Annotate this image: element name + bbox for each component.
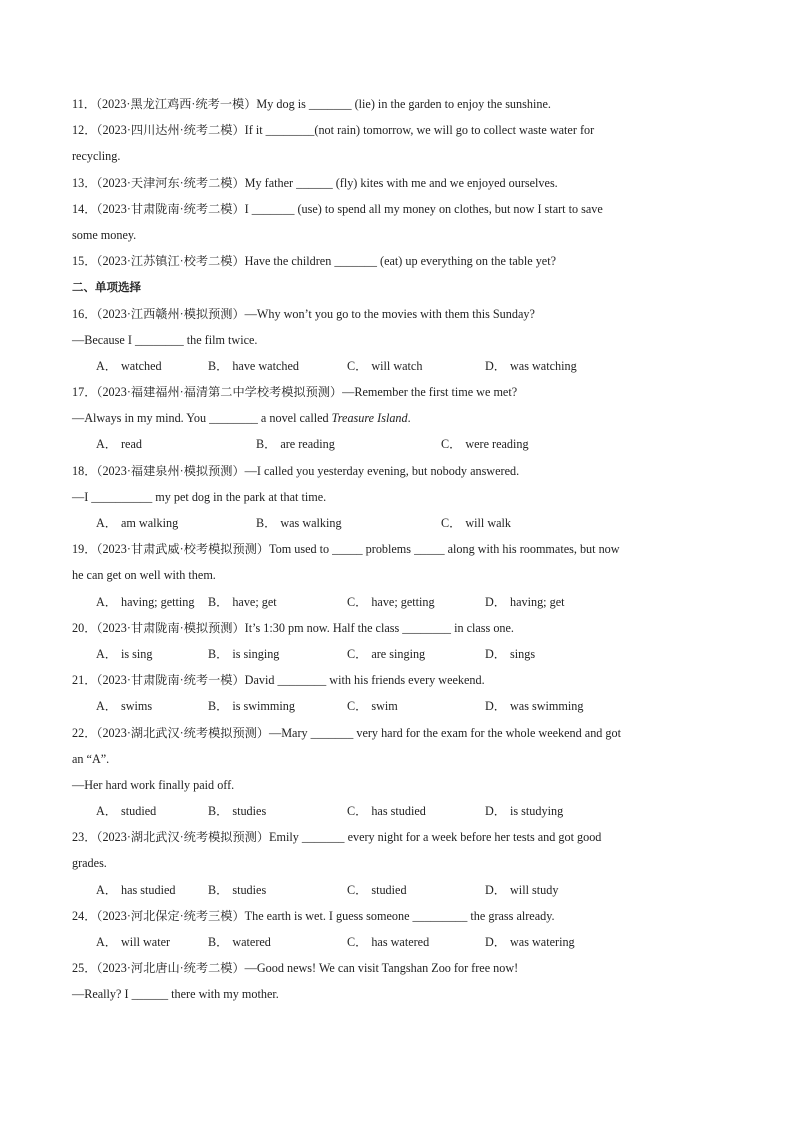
question-number: 18． [72, 463, 97, 478]
option-a[interactable]: A． read [96, 437, 142, 452]
question-text: Emily _______ every night for a week before her tests and got good [269, 830, 602, 845]
option-a[interactable]: A． having; getting [96, 594, 195, 609]
question-number: 15． [72, 254, 97, 269]
question-text: —Mary _______ very hard for the exam for the whole weekend and got [269, 725, 622, 740]
q12 [72, 118, 712, 170]
option-a[interactable]: A． studied [96, 804, 157, 819]
question-text: —Why won’t you go to the movies with them this Sunday? [244, 306, 535, 321]
question-text: My father ______ (fly) kites with me and we enjoyed ourselves. [244, 175, 558, 190]
option-a[interactable]: A． is sing [96, 646, 153, 661]
q19 [72, 537, 712, 616]
q14 [72, 197, 712, 249]
question-source: （2023·甘肃陇南·统考一模） [96, 673, 245, 688]
question-source: （2023·福建福州·福清第二中学校考模拟预测） [96, 385, 343, 400]
q11 [72, 92, 712, 118]
question-text-cont: —Really? I ______ there with my mother. [72, 987, 279, 1002]
option-b[interactable]: B． watered [208, 935, 271, 949]
option-a[interactable]: A． watched [96, 358, 162, 373]
question-number: 16． [72, 306, 97, 321]
question-text-cont: —I __________ my pet dog in the park at that time. [72, 489, 327, 504]
options [72, 799, 712, 825]
question-number: 25． [72, 961, 97, 976]
question-text: —Good news! We can visit Tangshan Zoo for free now! [244, 961, 519, 976]
q15 [72, 249, 712, 275]
option-c[interactable]: C． are singing [347, 646, 426, 661]
option-a[interactable]: A． swims [96, 699, 153, 714]
option-b[interactable]: B． have watched [208, 358, 299, 373]
question-number: 21． [72, 673, 97, 688]
option-c[interactable]: C． will watch [347, 358, 423, 373]
worksheet-page [72, 92, 712, 1009]
options [72, 878, 712, 904]
question-text: If it ________(not rain) tomorrow, we will go to collect waste water for [244, 123, 595, 138]
question-source: （2023·江苏镇江·校考二模） [96, 254, 245, 269]
q18 [72, 459, 712, 538]
question-source: （2023·河北保定·统考三模） [96, 908, 245, 923]
option-b[interactable]: B． have; get [208, 594, 277, 609]
q17 [72, 380, 712, 459]
question-text: The earth is wet. I guess someone _________ the grass already. [244, 908, 555, 923]
option-c[interactable]: C． will walk [441, 516, 512, 530]
question-source: （2023·湖北武汉·统考模拟预测） [96, 830, 270, 845]
question-number: 24． [72, 908, 97, 923]
question-number: 20． [72, 620, 97, 635]
question-text: I _______ (use) to spend all my money on clothes, but now I start to save [244, 201, 603, 216]
question-text-cont: some money. [72, 227, 137, 242]
option-d[interactable]: D． was swimming [485, 699, 584, 714]
question-text-cont: —Her hard work finally paid off. [72, 777, 235, 792]
option-d[interactable]: D． was watching [485, 358, 577, 373]
option-a[interactable]: A． has studied [96, 882, 176, 897]
options [72, 432, 712, 458]
question-number: 23． [72, 830, 97, 845]
question-text: —I called you yesterday evening, but nobody answered. [244, 463, 520, 478]
question-text-cont: recycling. [72, 149, 121, 164]
question-number: 17． [72, 385, 97, 400]
options [72, 642, 712, 668]
option-b[interactable]: B． studies [208, 804, 267, 819]
options [72, 694, 712, 720]
q23 [72, 825, 712, 904]
question-text-cont: grades. [72, 856, 107, 871]
question-text: David ________ with his friends every weekend. [244, 673, 485, 688]
option-a[interactable]: A． am walking [96, 516, 179, 530]
option-d[interactable]: D． sings [485, 646, 536, 661]
question-text-cont: he can get on well with them. [72, 568, 216, 583]
question-text-cont: —Always in my mind. You ________ a novel called Treasure Island. [72, 411, 411, 426]
option-d[interactable]: D． having; get [485, 594, 565, 609]
q25 [72, 956, 712, 1008]
question-number: 14． [72, 201, 97, 216]
question-number: 13． [72, 175, 97, 190]
question-number: 19． [72, 542, 97, 557]
question-source: （2023·湖北武汉·统考模拟预测） [96, 725, 270, 740]
question-number: 22． [72, 725, 97, 740]
question-source: （2023·江西赣州·模拟预测） [96, 306, 245, 321]
question-source: （2023·河北唐山·统考二模） [96, 961, 245, 976]
q24 [72, 904, 712, 956]
question-number: 11． [72, 97, 96, 111]
option-b[interactable]: B． was walking [256, 516, 342, 530]
question-text: It’s 1:30 pm now. Half the class ________ in class one. [244, 620, 514, 635]
q13 [72, 171, 712, 197]
question-text: My dog is _______ (lie) in the garden to enjoy the sunshine. [256, 97, 551, 111]
question-source: （2023·天津河东·统考二模） [96, 175, 245, 190]
question-number: 12． [72, 123, 97, 138]
option-b[interactable]: B． are reading [256, 437, 335, 452]
option-c[interactable]: C． has watered [347, 935, 430, 949]
question-source: （2023·甘肃陇南·统考二模） [96, 201, 245, 216]
option-c[interactable]: C． has studied [347, 804, 426, 819]
q20 [72, 616, 712, 668]
option-a[interactable]: A． will water [96, 935, 171, 949]
question-source: （2023·甘肃武威·校考模拟预测） [96, 542, 270, 557]
question-text: —Remember the first time we met? [342, 385, 518, 400]
option-d[interactable]: D． is studying [485, 804, 564, 819]
q22 [72, 721, 712, 826]
question-source: （2023·黑龙江鸡西·统考一模） [95, 97, 257, 111]
options [72, 930, 712, 956]
option-b[interactable]: B． is swimming [208, 699, 295, 714]
q16 [72, 302, 712, 381]
option-c[interactable]: C． were reading [441, 437, 529, 452]
option-d[interactable]: D． was watering [485, 935, 575, 949]
option-d[interactable]: D． will study [485, 882, 559, 897]
question-text: Tom used to _____ problems _____ along with his roommates, but now [269, 542, 620, 557]
question-text: Have the children _______ (eat) up everything on the table yet? [244, 254, 557, 269]
options [72, 354, 712, 380]
question-source: （2023·福建泉州·模拟预测） [96, 463, 245, 478]
q21 [72, 668, 712, 720]
question-source: （2023·甘肃陇南·模拟预测） [96, 620, 245, 635]
option-b[interactable]: B． is singing [208, 646, 280, 661]
question-text-cont: an “A”. [72, 751, 110, 766]
book-title: Treasure Island [331, 411, 408, 426]
option-b[interactable]: B． studies [208, 882, 267, 897]
option-c[interactable]: C． studied [347, 882, 407, 897]
option-c[interactable]: C． have; getting [347, 594, 435, 609]
section-title: 二、单项选择 [72, 280, 141, 295]
question-source: （2023·四川达州·统考二模） [96, 123, 245, 138]
question-text-cont: —Because I ________ the film twice. [72, 332, 258, 347]
options [72, 511, 712, 537]
option-c[interactable]: C． swim [347, 699, 398, 714]
options [72, 590, 712, 616]
